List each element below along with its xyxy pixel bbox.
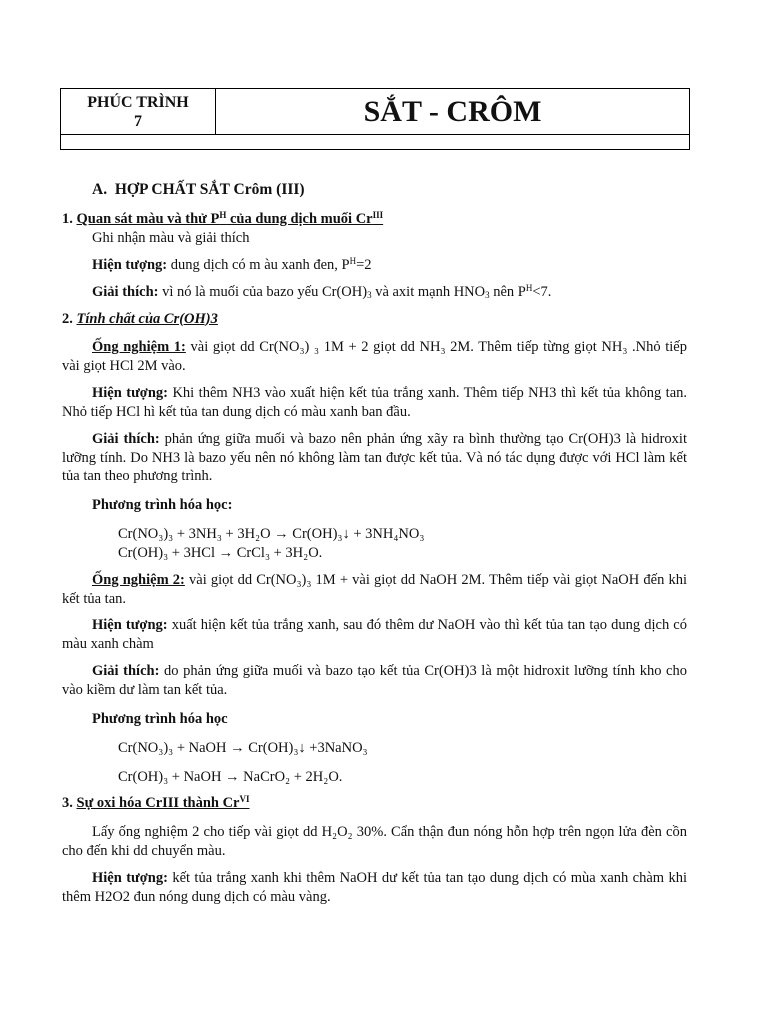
test-tube-2: Ống nghiệm 2: vài giọt dd Cr(NO₃)₃ 1M + vài giọt dd NaOH 2M. Thêm tiếp vài giọt NaOH đến khi kết tủa tan. bbox=[62, 571, 687, 607]
report-title: SẮT - CRÔM bbox=[216, 89, 690, 135]
equation-2: Cr(OH)₃ + 3HCl → CrCl₃ + 3H₂O. bbox=[118, 544, 323, 561]
equation-1: Cr(NO₃)₃ + 3NH₃ + 3H₂O → Cr(OH)₃↓ + 3NH₄NO₃ bbox=[118, 526, 425, 543]
test-tube-1: Ống nghiệm 1: vài giọt dd Cr(NO₃) ₃ 1M + 2 giọt dd NH₃ 2M. Thêm tiếp từng giọt NH₃ .Nhỏ tiếp vài giọt HCl 2M vào. bbox=[62, 339, 687, 375]
section-3-heading: 3. Sự oxi hóa CrIII thành $Cr^{VI}$ bbox=[62, 794, 250, 812]
test-tube-2-explanation: Giải thích: do phản ứng giữa muối và bazo tạo kết tủa Cr(OH)3 là một hidroxit lưỡng tính kho cho vào kiềm dư làm tan kết tủa. bbox=[62, 663, 687, 699]
section-1-explanation: Giải thích: vì nó là muối của bazo yếu $Cr(OH)_3$ và axit mạnh $HNO_3$ nên $P^H<7$. bbox=[92, 282, 552, 300]
section-1-observation: Hiện tượng: dung dịch có m àu xanh đen, $P^H=2$ bbox=[92, 255, 372, 273]
report-number: 7 bbox=[134, 112, 142, 130]
blank-row bbox=[61, 135, 690, 150]
section-a-heading: A. HỢP CHẤT SẮT Crôm (III) bbox=[92, 181, 305, 198]
section-3-procedure: Lấy ống nghiệm 2 cho tiếp vài giọt dd H₂O₂ 30%. Cẩn thận đun nóng hỗn hợp trên ngọn lửa đèn cồn cho đến khi dd chuyển màu. bbox=[62, 824, 687, 860]
report-number-cell bbox=[61, 89, 216, 135]
equation-4: Cr(OH)₃ + NaOH → NaCrO₂ + 2H₂O. bbox=[118, 768, 343, 785]
title-table bbox=[60, 88, 690, 150]
equation-3: Cr(NO₃)₃ + NaOH → Cr(OH)₃↓ +3NaNO₃ bbox=[118, 739, 368, 756]
section-1-intro: Ghi nhận màu và giải thích bbox=[92, 229, 250, 246]
section-3-observation: Hiện tượng: kết tủa trắng xanh khi thêm NaOH dư kết tủa tan tạo dung dịch có mùa xanh chàm khi thêm H2O2 đun nóng dung dịch có màu vàng. bbox=[62, 869, 687, 905]
test-tube-2-observation: Hiện tượng: xuất hiện kết tủa trắng xanh, sau đó thêm dư NaOH vào thì kết tủa tan tạo dung dịch có màu xanh chàm bbox=[62, 617, 687, 653]
section-2-heading: 2. Tính chất của Cr(OH)3 bbox=[62, 310, 218, 327]
test-tube-1-observation: Hiện tượng: Khi thêm NH3 vào xuất hiện kết tủa trắng xanh. Thêm tiếp NH3 thì kết tủa không tan. Nhỏ tiếp HCl hì kết tủa tan dung dịch có màu xanh ban đầu. bbox=[62, 385, 688, 420]
equation-heading-1: Phương trình hóa học: bbox=[92, 497, 233, 514]
equation-heading-2: Phương trình hóa học bbox=[92, 710, 228, 727]
report-label: PHÚC TRÌNH bbox=[87, 93, 189, 111]
test-tube-1-explanation: Giải thích: phản ứng giữa muối và bazo nên phản ứng xãy ra bình thường tạo Cr(OH)3 là hidroxit lưỡng tính. Do NH3 là bazo yếu nên nó không làm tan được kết tủa. Và nó tác dụng được với HCl làm kết tủa tan theo phương trình. bbox=[62, 430, 687, 485]
document-body bbox=[62, 180, 687, 907]
section-1-heading: 1. Quan sát màu và thử $P^H$ của dung dịch muối $Cr^{III}$ bbox=[62, 210, 384, 228]
